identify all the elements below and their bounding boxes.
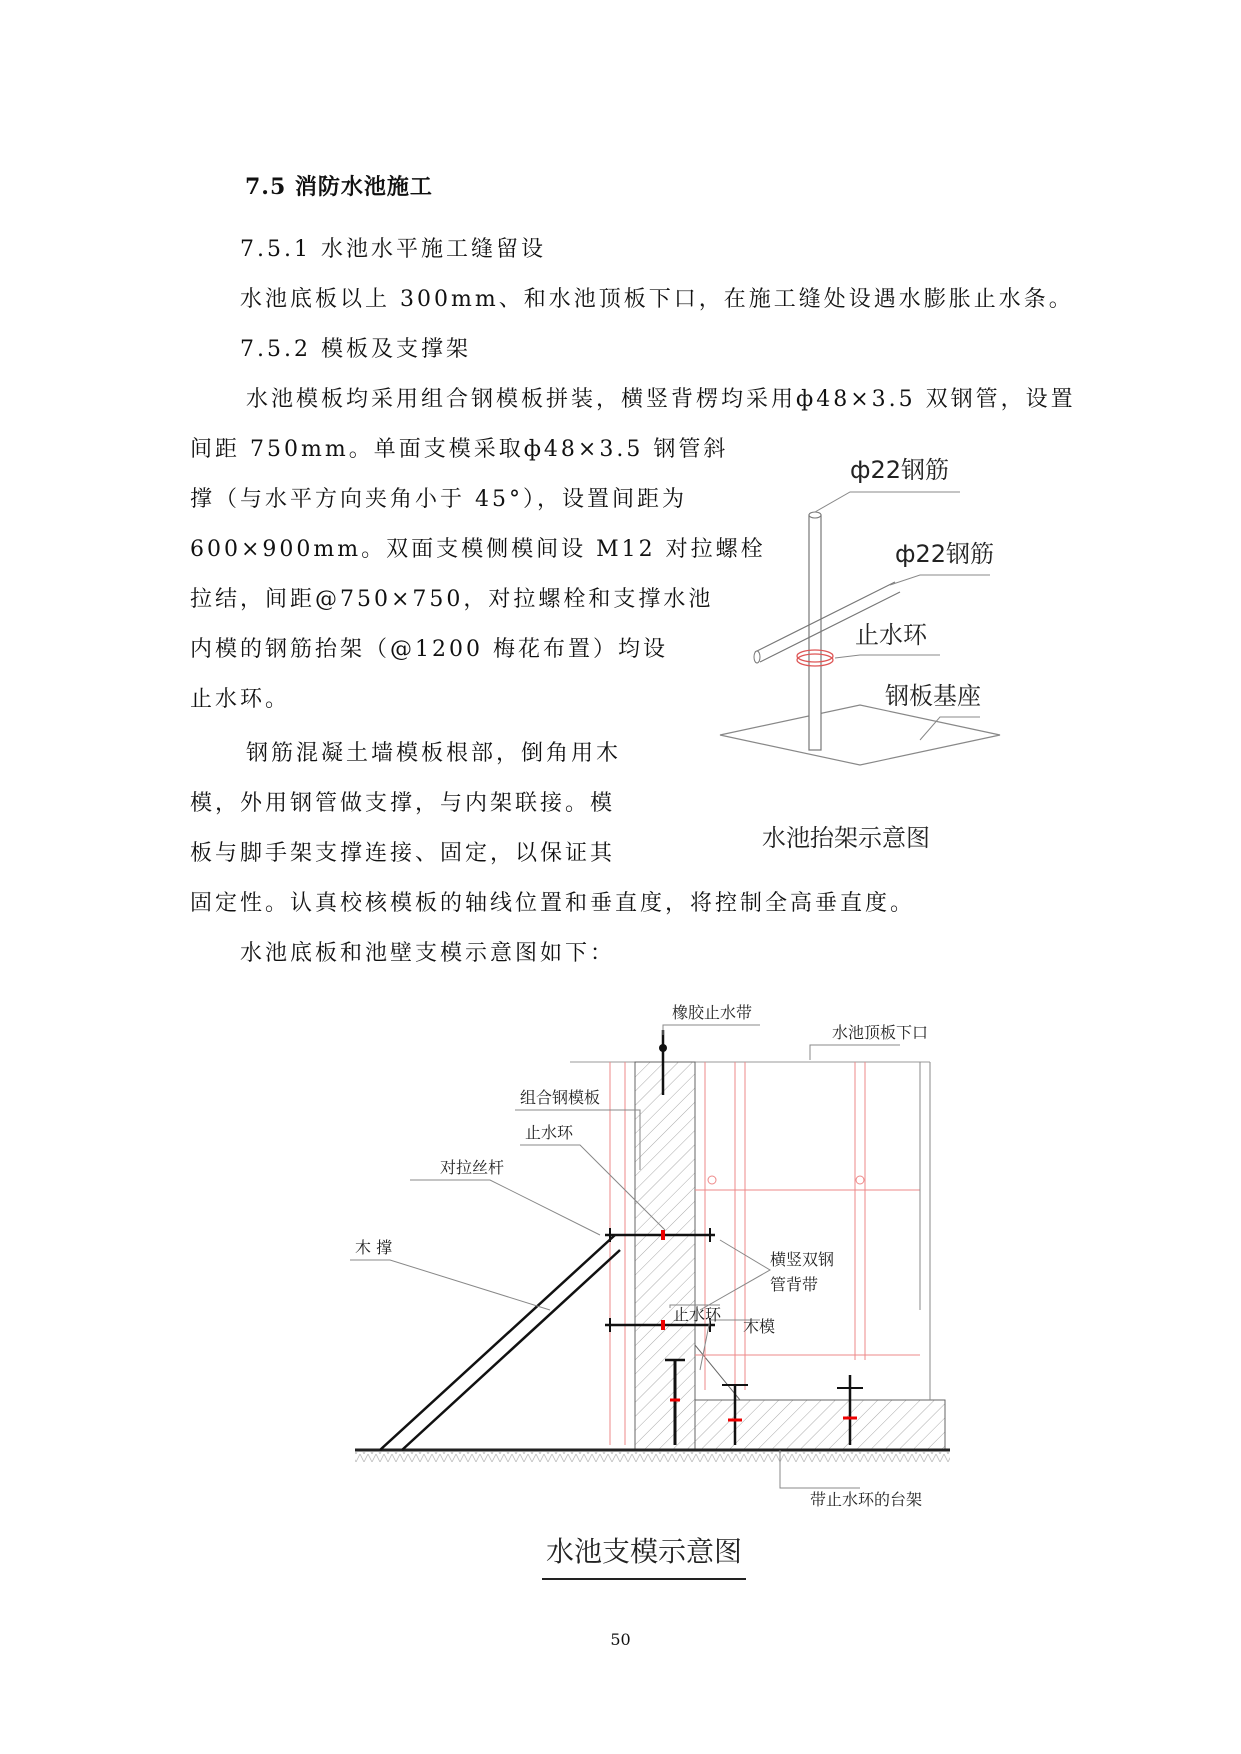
- paragraph-formwork-line: 内模的钢筋抬架（@1200 梅花布置）均设: [190, 637, 668, 662]
- label-steel-formwork: 组合钢模板: [520, 1088, 601, 1107]
- timber-brace: [402, 1250, 620, 1450]
- paragraph-figure-intro: 水池底板和池壁支模示意图如下：: [240, 941, 616, 966]
- figure-support-frame: [700, 440, 1020, 800]
- leader-line: [815, 492, 960, 512]
- label-rebar-22-top: ф22钢筋: [850, 456, 950, 484]
- section-title: 7.5 消防水池施工: [245, 174, 433, 200]
- paragraph-formwork-line: 撑（与水平方向夹角小于 45°），设置间距为: [190, 487, 687, 512]
- paragraph-wall-base-line: 板与脚手架支撑连接、固定，以保证其: [190, 841, 616, 866]
- label-water-stop-ring: 止水环: [525, 1123, 574, 1142]
- paragraph-formwork-line: 600×900mm。双面支模侧模间设 M12 对拉螺栓: [190, 537, 766, 562]
- label-double-pipe-2: 管背带: [770, 1275, 819, 1294]
- rubber-waterstop-knob: [659, 1044, 667, 1052]
- paragraph-formwork-line: 拉结，间距@750×750，对拉螺栓和支撑水池: [190, 587, 714, 612]
- label-tie-rod: 对拉丝杆: [440, 1158, 505, 1177]
- label-double-pipe: 横竖双钢: [770, 1250, 835, 1269]
- diagonal-rebar-end: [754, 651, 760, 663]
- paragraph-formwork-line: 水池模板均采用组合钢模板拼装，横竖背楞均采用ф48×3.5 双钢管，设置: [246, 387, 1076, 412]
- pipe-joint: [856, 1176, 864, 1184]
- paragraph-formwork-line: 间距 750mm。单面支模采取ф48×3.5 钢管斜: [190, 437, 729, 462]
- vertical-rebar-top: [809, 512, 821, 518]
- label-rubber-waterstop: 橡胶止水带: [672, 1003, 753, 1022]
- figure-wall-formwork: [340, 990, 960, 1530]
- paragraph-construction-joint: 水池底板以上 300mm、和水池顶板下口，在施工缝处设遇水膨胀止水条。: [240, 287, 1074, 312]
- subsection-title-2: 7.5.2 模板及支撑架: [240, 337, 471, 362]
- leader-line: [810, 1045, 900, 1060]
- paragraph-wall-base-line: 模，外用钢管做支撑，与内架联接。模: [190, 791, 616, 816]
- paragraph-formwork-line: 止水环。: [190, 687, 291, 712]
- leader-line: [835, 655, 940, 658]
- leader-line: [410, 1180, 600, 1235]
- subsection-title-1: 7.5.1 水池水平施工缝留设: [240, 237, 546, 262]
- leader-line: [890, 575, 990, 585]
- leader-line: [350, 1260, 550, 1310]
- leader-line: [663, 1025, 760, 1035]
- paragraph-wall-base-line: 固定性。认真校核模板的轴线位置和垂直度，将控制全高垂直度。: [190, 891, 916, 916]
- label-timber-form: 木模: [743, 1317, 776, 1336]
- page-number: 50: [610, 1630, 631, 1649]
- steel-plate-base: [720, 705, 1000, 765]
- ground-hatch: [355, 1452, 950, 1462]
- label-rebar-22-diagonal: ф22钢筋: [895, 540, 995, 568]
- timber-brace: [380, 1235, 615, 1450]
- label-top-slab: 水池顶板下口: [832, 1023, 929, 1042]
- figure2-caption: 水池支模示意图: [542, 1530, 746, 1580]
- timber-chamfer: [695, 1345, 740, 1400]
- label-steel-base: 钢板基座: [885, 682, 981, 710]
- figure1-caption: 水池抬架示意图: [762, 824, 930, 852]
- bottom-slab: [695, 1400, 945, 1450]
- label-water-stop-ring: 止水环: [855, 621, 927, 649]
- label-timber-brace: 木 撑: [355, 1238, 393, 1257]
- paragraph-wall-base-line: 钢筋混凝土墙模板根部，倒角用木: [246, 741, 622, 766]
- concrete-wall: [635, 1062, 695, 1450]
- label-water-stop-ring-lower: 止水环: [673, 1305, 722, 1324]
- pipe-joint: [708, 1176, 716, 1184]
- label-support-with-ring: 带止水环的台架: [810, 1490, 923, 1509]
